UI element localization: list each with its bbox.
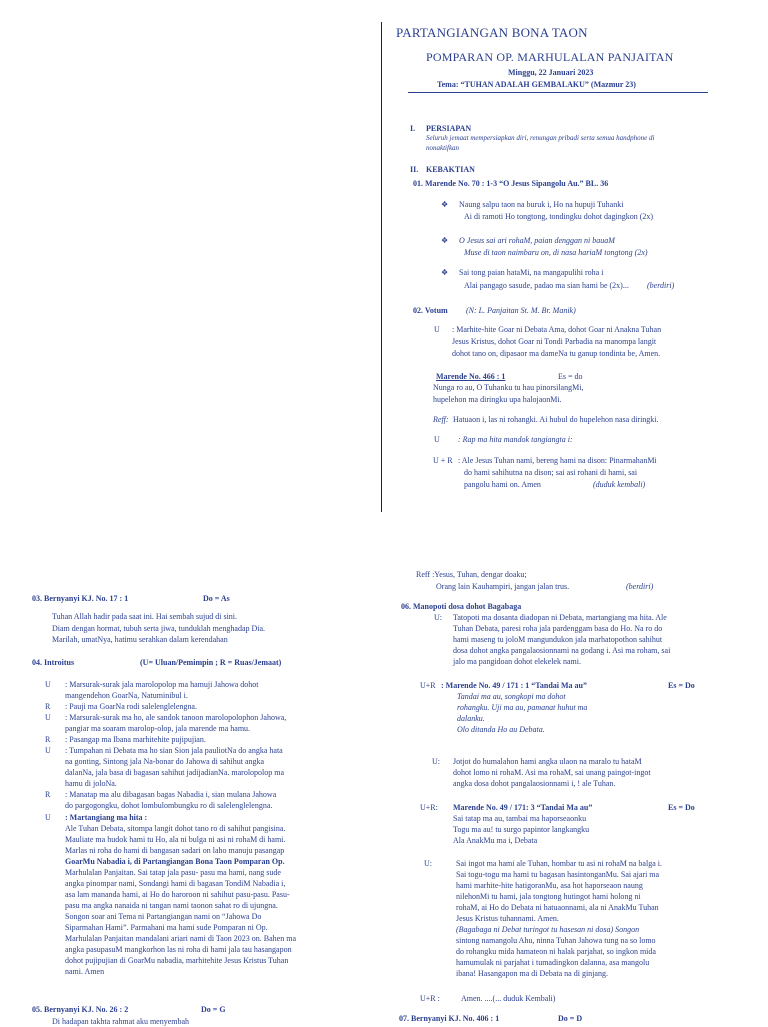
- prayer-line: angka pinompar nami, Sondangi hami di bagasan TondiM Nabadia i,: [65, 879, 286, 888]
- section-2-num: II.: [410, 165, 419, 174]
- item-05: 05. Bernyanyi KJ. No. 26 : 2: [32, 1005, 129, 1014]
- verse-2a: O Jesus sai ari rohaM, paian denggan ni bauaM: [459, 236, 615, 245]
- role-label: U:: [432, 757, 440, 766]
- introitus-row: U : Marsurak-surak jala marolopolop ma hamuji Jahowa dohot: [45, 680, 259, 689]
- absolution-line: do rohangku mida hamateon ni halak parjahat, so ingkon mida: [456, 947, 656, 956]
- introitus-row: dalanNa, jala basa di bagasan sahihut jadijadianNa. marolopolop ma: [65, 768, 285, 777]
- absolution-line: hamumulak ni parjahat i tumadingkon dalanna, asa mangolu: [456, 958, 650, 967]
- prayer-line-1: : Ale Jesus Tuhan nami, bereng hami na dison: PinarmahanMi: [458, 456, 657, 465]
- amen-line: Amen. ....(... duduk Kembali): [461, 994, 556, 1003]
- prayer-line: Siparmahan Hami”. Parmahani ma hami sude Pomparan ni Op.: [65, 923, 268, 932]
- introitus-block: [45, 679, 365, 977]
- prayer-line: dohot pujipujian di GoarMu nabadia, marhitehite Jesus Kristus Tuhan: [65, 956, 289, 965]
- introitus-row: do pargogongku, dohot lombulombungku ro di salelenglelengna.: [65, 801, 273, 810]
- tema: Tema: “TUHAN ADALAH GEMBALAKU” (Mazmur 23): [437, 80, 636, 89]
- prayer-line-2: do hami sahihutna na dison; sai asi rohani di hami, sai: [464, 468, 638, 477]
- prayer-line: Marlas ni roha do hami di bangasan sadari on laho manuju pasangap: [65, 846, 285, 855]
- prayer-line: Mauliate ma hudok hami tu Ho, ala ni bulga ni asi ni rohaM di hami.: [65, 835, 286, 844]
- song-466-key: Es = do: [558, 372, 583, 381]
- prayer-line: Marhulalan Panjaitan. Sai tatap jala pasu- pasu ma hami, nang sude: [65, 868, 281, 877]
- confession-block-2: [453, 756, 651, 789]
- song-line: Togu ma au! tu surgo papintor langkangku: [453, 825, 590, 834]
- date: Minggu, 22 Januari 2023: [508, 68, 594, 77]
- confession-line: hami maseng tu joloM mangundukon jala marhatopothon sahihut: [453, 635, 663, 644]
- absolution-line: ibana! Hasangapon ma di Debata na di ginjang.: [456, 969, 608, 978]
- prayer-line: asa lam mananda hami, ai Ho do haroroon ni sahihut pasu-pasu. Pasu-: [65, 890, 290, 899]
- song-line: Sai tatap ma au, tambai ma haporseaonku: [453, 814, 587, 823]
- absolution-line: sintong namangolu Ahu, ninna Tuhan Jahowa tung na so lomo: [456, 936, 656, 945]
- verse-2b: Muse di taon naimbaru on, di nasa hariaM tongtong (2x): [464, 248, 648, 257]
- header-rule: [408, 92, 708, 93]
- section-1-num: I.: [410, 124, 416, 133]
- reff-line-1: Reff :Yesus, Tuhan, dengar doaku;: [416, 570, 527, 579]
- song-line: Olo ditanda Ho au Debata.: [457, 725, 545, 734]
- song-466-line-1: Nunga ro au, O Tuhanku tu hau pinorsilangMi,: [433, 383, 584, 392]
- absolution-line: (Bagabaga ni Debat turingot tu hasesan ni dosa) Songon: [456, 925, 640, 934]
- role-label: U+R :: [420, 994, 440, 1003]
- item-03-key: Do = As: [203, 594, 230, 603]
- role-label: U + R: [433, 456, 453, 465]
- item-07: 07. Bernyanyi KJ. No. 406 : 1: [399, 1014, 500, 1023]
- votum-line-2: Jesus Kristus, dohot Goar ni Tondi Parbadia na manompa langit: [452, 337, 657, 346]
- confession-line: dohot lomo ni rohaM. Asi ma rohaM, sai unang paingot-ingot: [453, 768, 651, 777]
- introitus-row: R : Manatap ma alu dibagasan bagas Nabadia i, sian mulana Jahowa: [45, 790, 277, 799]
- verse-1a: Naung salpu taon na buruk i, Ho na hupuji Tuhanki: [459, 200, 624, 209]
- section-1-text-2: nonaktifkan: [426, 144, 460, 152]
- reff-label: Reff:: [433, 415, 449, 424]
- prayer-line: Marhulalan Panjaitan mandalani ariari nami di Taon 2023 on. Bahen ma: [65, 934, 297, 943]
- prayer-line: Songon soar ani Tema ni Partangiangan nami on “Jahowa Do: [65, 912, 262, 921]
- kj26-line-1: Di hadapan takhta rahmat aku menyembah: [52, 1017, 190, 1026]
- kj17-line-1: Tuhan Allah hadir pada saat ini. Hai sembah sujud di sini.: [52, 612, 238, 621]
- absolution-line: hami marhite-hite hatigoranMu, asa hot haporseaon naung: [456, 881, 643, 890]
- absolution-block: [456, 858, 662, 979]
- role-label: U: [434, 435, 440, 444]
- prayer-line-3: pangolu hami on. Amen: [464, 480, 541, 489]
- column-divider: [381, 22, 382, 512]
- item-03: 03. Bernyanyi KJ. No. 17 : 1: [32, 594, 129, 603]
- absolution-line: nilehonMi tu hami, jala tongtong hutingot hami holong ni: [456, 892, 641, 901]
- song-line: Ala AnakMu ma i, Debata: [453, 836, 538, 845]
- introitus-row: mangendehon GoarNa, Natuminibul i.: [65, 691, 188, 700]
- confession-line: Tuhan Debata, paresi roha jala pardenggam basa do Ho. Na ro do: [453, 624, 663, 633]
- introitus-row: U : Marsurak-surak ma ho, ale sandok tanoon marolopolophon Jahowa,: [45, 713, 287, 722]
- bullet-icon: ❖: [441, 236, 449, 245]
- role-label: U: [434, 325, 440, 334]
- section-2-title: KEBAKTIAN: [426, 165, 475, 174]
- absolution-line: Sai togu-togu ma hami tu bagasan hasintonganMu. Sai ajari ma: [456, 870, 660, 879]
- song-49-3-title: Marende No. 49 / 171: 3 “Tandai Ma au”: [453, 803, 593, 812]
- role-label: U:: [434, 613, 442, 622]
- prayer-line: pasu ma angka nanaida ni tangan nami taonon sahat ro di ujungna.: [65, 901, 278, 910]
- title-1: PARTANGIANGAN BONA TAON: [396, 25, 588, 40]
- introitus-row: R : Pasangap ma Ibana marhitehite pujipujian.: [45, 735, 206, 744]
- absolution-line: rohaM, ai Ho do Debata ni hatuaonnami, ala ni AnakMu Tuhan: [456, 903, 659, 912]
- song-49-title: : Marende No. 49 / 171 : 1 “Tandai Ma au”: [441, 681, 588, 690]
- title-2: POMPARAN OP. MARHULALAN PANJAITAN: [426, 50, 674, 64]
- prayer-line: GoarMu Nabadia i, di Partangiangan Bona Taon Pomparan Op.: [65, 857, 285, 866]
- bullet-icon: ❖: [441, 268, 449, 277]
- song-49-3-key: Es = Do: [668, 803, 695, 812]
- verse-3a: Sai tong paian hataMi, na mangapulihi roha i: [459, 268, 604, 277]
- confession-line: Jotjot do humalahon hami angka ulaon na maralo tu hataM: [453, 757, 642, 766]
- song-line: dalanku.: [457, 714, 485, 723]
- kj17-line-2: Diam dengan hormat, tubuh serta jiwa, tunduklah menghadap Dia.: [52, 624, 266, 633]
- song-49-verse-3: [453, 813, 589, 846]
- prayer-heading: U : Martangiang ma hita :: [45, 813, 148, 822]
- opening-prayer: [45, 823, 365, 977]
- introitus-row: pangiar ma soaram marolop-olop, jala marende ma hamu.: [65, 724, 251, 733]
- song-466-line-2: hupelehon ma diringku upa halojaonMi.: [433, 395, 562, 404]
- prayer-line: nami. Amen: [65, 967, 105, 976]
- role-label: U+R: [420, 681, 436, 690]
- item-05-key: Do = G: [201, 1005, 226, 1014]
- stage-direction: (berdiri): [647, 281, 675, 290]
- verse-1b: Ai di ramoti Ho tongtong, tondingku dohot dagingkon (2x): [464, 212, 654, 221]
- confession-line: Tatopoti ma dosanta diadopan ni Debata, martangiang ma hita. Ale: [453, 613, 667, 622]
- section-1-title: PERSIAPAN: [426, 124, 472, 133]
- votum-line-1: : Marhite-hite Goar ni Debata Ama, dohot Goar ni Anakna Tuhan: [452, 325, 662, 334]
- song-line: rohangku. Uji ma au, pamanat huhut ma: [457, 703, 588, 712]
- song-49-key: Es = Do: [668, 681, 695, 690]
- song-line: Tandai ma au, songkopi ma dohot: [457, 692, 566, 701]
- verse-3b: Alai pangago sasude, padao ma sian hami be (2x)...: [464, 281, 629, 290]
- item-02-leader: (N: L. Panjaitan St. M. Br. Manik): [466, 306, 576, 315]
- absolution-line: Sai ingot ma hami ale Tuhan, hombar tu asi ni rohaM na balga i.: [456, 859, 662, 868]
- item-04-legend: (U= Uluan/Pemimpin ; R = Ruas/Jemaat): [140, 658, 282, 667]
- confession-line: angka dosa dohot pangalaosionnami i, ! ale Tuhan.: [453, 779, 616, 788]
- bullet-icon: ❖: [441, 200, 449, 209]
- item-07-key: Do = D: [558, 1014, 583, 1023]
- song-49-verse-1: [457, 691, 587, 735]
- song-466-title: Marende No. 466 : 1: [436, 372, 506, 381]
- item-06: 06. Manopoti dosa dohot Bagabaga: [401, 602, 522, 611]
- prayer-line: angka pasupasuM mangkorhon las ni roha di hami jala tau hasangapon: [65, 945, 292, 954]
- introitus-row: R : Pauji ma GoarNa rodi salelenglelengna.: [45, 702, 197, 711]
- stage-direction: (berdiri): [626, 582, 654, 591]
- confession-block: [453, 612, 670, 667]
- introitus-row: U : Tumpahan ni Debata ma ho sian Sion jala pauliotNa do angka hata: [45, 746, 283, 755]
- prayer-line: Ale Tuhan Debata, sitompa langit dohot tano ro di sahihut pangisina.: [65, 824, 286, 833]
- absolution-line: Jesus Kristus tuhannami. Amen.: [456, 914, 559, 923]
- reff-text: Hatuaon i, las ni rohangki. Ai hubul do hupelehon nasa diringki.: [453, 415, 659, 424]
- confession-line: dosa dohot angka pangalaosionnami na godang i. Asi ma roham, sai: [453, 646, 671, 655]
- kj17-line-3: Marilah, umatNya, hatimu serahkan dalam kerendahan: [52, 635, 228, 644]
- introitus-row: hamu di joloNa.: [65, 779, 117, 788]
- item-04: 04. Introitus: [32, 658, 75, 667]
- stage-direction: (duduk kembali): [593, 480, 646, 489]
- item-01: 01. Marende No. 70 : 1-3 “O Jesus Sipangolu Au.” BL. 36: [413, 179, 609, 188]
- reff-line-2: Orang lain Kauhampiri, jangan jalan trus.: [436, 582, 570, 591]
- confession-line: jalo ma pangidoan dohot elekelek nami.: [453, 657, 581, 666]
- item-02: 02. Votum: [413, 306, 448, 315]
- introitus-row: na gonting, Sintong jala Na-bonar do Jahowa di sahihut angka: [65, 757, 265, 766]
- role-label: U:: [424, 859, 432, 868]
- prayer-invite: : Rap ma hita mandok tangiangta i:: [458, 435, 573, 444]
- votum-line-3: dohot tano on, dipasaor ma dameNa tu ganup tondinta be, Amen.: [452, 349, 661, 358]
- role-label: U+R:: [420, 803, 438, 812]
- section-1-text: Seluruh jemaat mempersiapkan diri, renungan pribadi serta semua handphone di: [426, 134, 655, 142]
